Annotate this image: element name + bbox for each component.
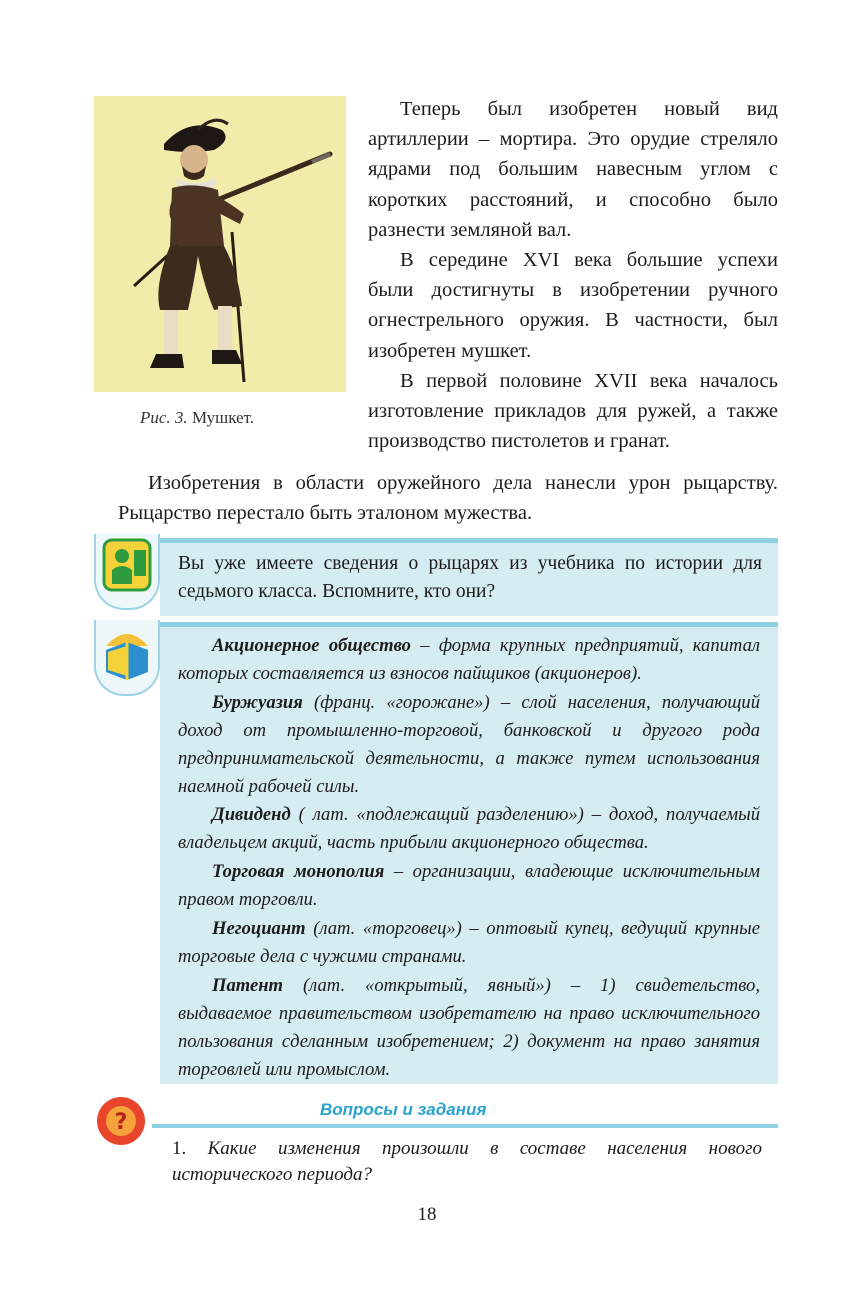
glossary-entry: [178, 915, 760, 971]
glossary-definition: ( лат. «подлежащий разделению») – доход, получаемый владельцем акций, часть прибыли акционерного общества.: [178, 804, 760, 854]
glossary-definition: (франц. «горожане») – слой населения, получающий доход от промышленно-торговой, банковской и другого рода предпринимательской деятельности, а также путем использования наемной рабочей силы.: [178, 691, 760, 797]
glossary-term: Негоциант: [212, 918, 306, 940]
glossary-list: [178, 632, 760, 1085]
paragraph: Теперь был изобретен новый вид артиллерии – мортира. Это орудие стреляло ядрами под большим навесным углом с коротких расстояний, и способно было разнести земляной вал.: [368, 98, 778, 241]
band-divider: [160, 538, 778, 543]
full-width-paragraph: [118, 468, 778, 528]
glossary-definition: (лат. «открытый, явный») – 1) свидетельство, выдаваемое правительством изобретателю на право исключительного пользования сделанным изобретением; 2) документ на право занятия торговлей или промыслом.: [178, 974, 760, 1080]
glossary-icon: [94, 620, 160, 696]
question-number: 1.: [172, 1138, 187, 1159]
remember-text: Вы уже имеете сведения о рыцарях из учебника по истории для седьмого класса. Вспомните, кто они?: [178, 553, 762, 602]
question-text: Какие изменения произошли в составе населения нового исторического периода?: [172, 1138, 762, 1185]
musketeer-illustration: [94, 96, 346, 392]
questions-icon: [94, 1094, 152, 1153]
paragraph: Изобретения в области оружейного дела нанесли урон рыцарству. Рыцарство перестало быть эталоном мужества.: [118, 472, 778, 525]
glossary-term: Дивиденд: [212, 804, 291, 826]
svg-text:?: ?: [114, 1110, 128, 1135]
glossary-entry: [178, 801, 760, 857]
book-icon: [96, 620, 158, 692]
paragraph: В середине XVI века большие успехи были достигнуты в изобретении ручного огнестрельного оружия. В частности, был изобретен мушкет.: [368, 249, 778, 362]
glossary-term: Патент: [212, 974, 284, 996]
remember-box: [160, 538, 778, 616]
questions-title: Вопросы и задания: [320, 1100, 487, 1119]
questions-divider: [152, 1124, 778, 1128]
glossary-definition: (лат. «торговец») – оптовый купец, ведущий крупные торговые дела с чужими странами.: [178, 918, 760, 967]
glossary-entry: [178, 858, 760, 914]
right-column-text: [368, 94, 778, 456]
question-item: [172, 1136, 762, 1188]
paragraph: В первой половине XVII века началось изготовление прикладов для ружей, а также производство пистолетов и гранат.: [368, 369, 778, 453]
musketeer-figure: [94, 96, 346, 392]
band-divider: [160, 622, 778, 627]
caption-prefix: Рис. 3.: [140, 408, 188, 427]
page-number: 18: [417, 1204, 437, 1225]
figure-caption: [140, 408, 254, 428]
glossary-term: Торговая монополия: [212, 861, 385, 883]
remember-icon: [94, 534, 160, 610]
glossary-box: [160, 622, 778, 1084]
student-icon: [96, 534, 158, 606]
question-mark-icon: [94, 1094, 152, 1148]
glossary-term: Акционерное общество: [212, 635, 411, 656]
glossary-term: Буржуазия: [212, 691, 303, 713]
glossary-entry: [178, 689, 760, 801]
glossary-entry: [178, 972, 760, 1084]
glossary-definition: – организации, владеющие исключительным правом торговли.: [178, 861, 760, 911]
glossary-definition: – форма крупных предприятий, капитал которых составляется из взносов пайщиков (акционеров).: [178, 635, 760, 684]
glossary-entry: [178, 632, 760, 688]
caption-text: Мушкет.: [191, 408, 255, 427]
